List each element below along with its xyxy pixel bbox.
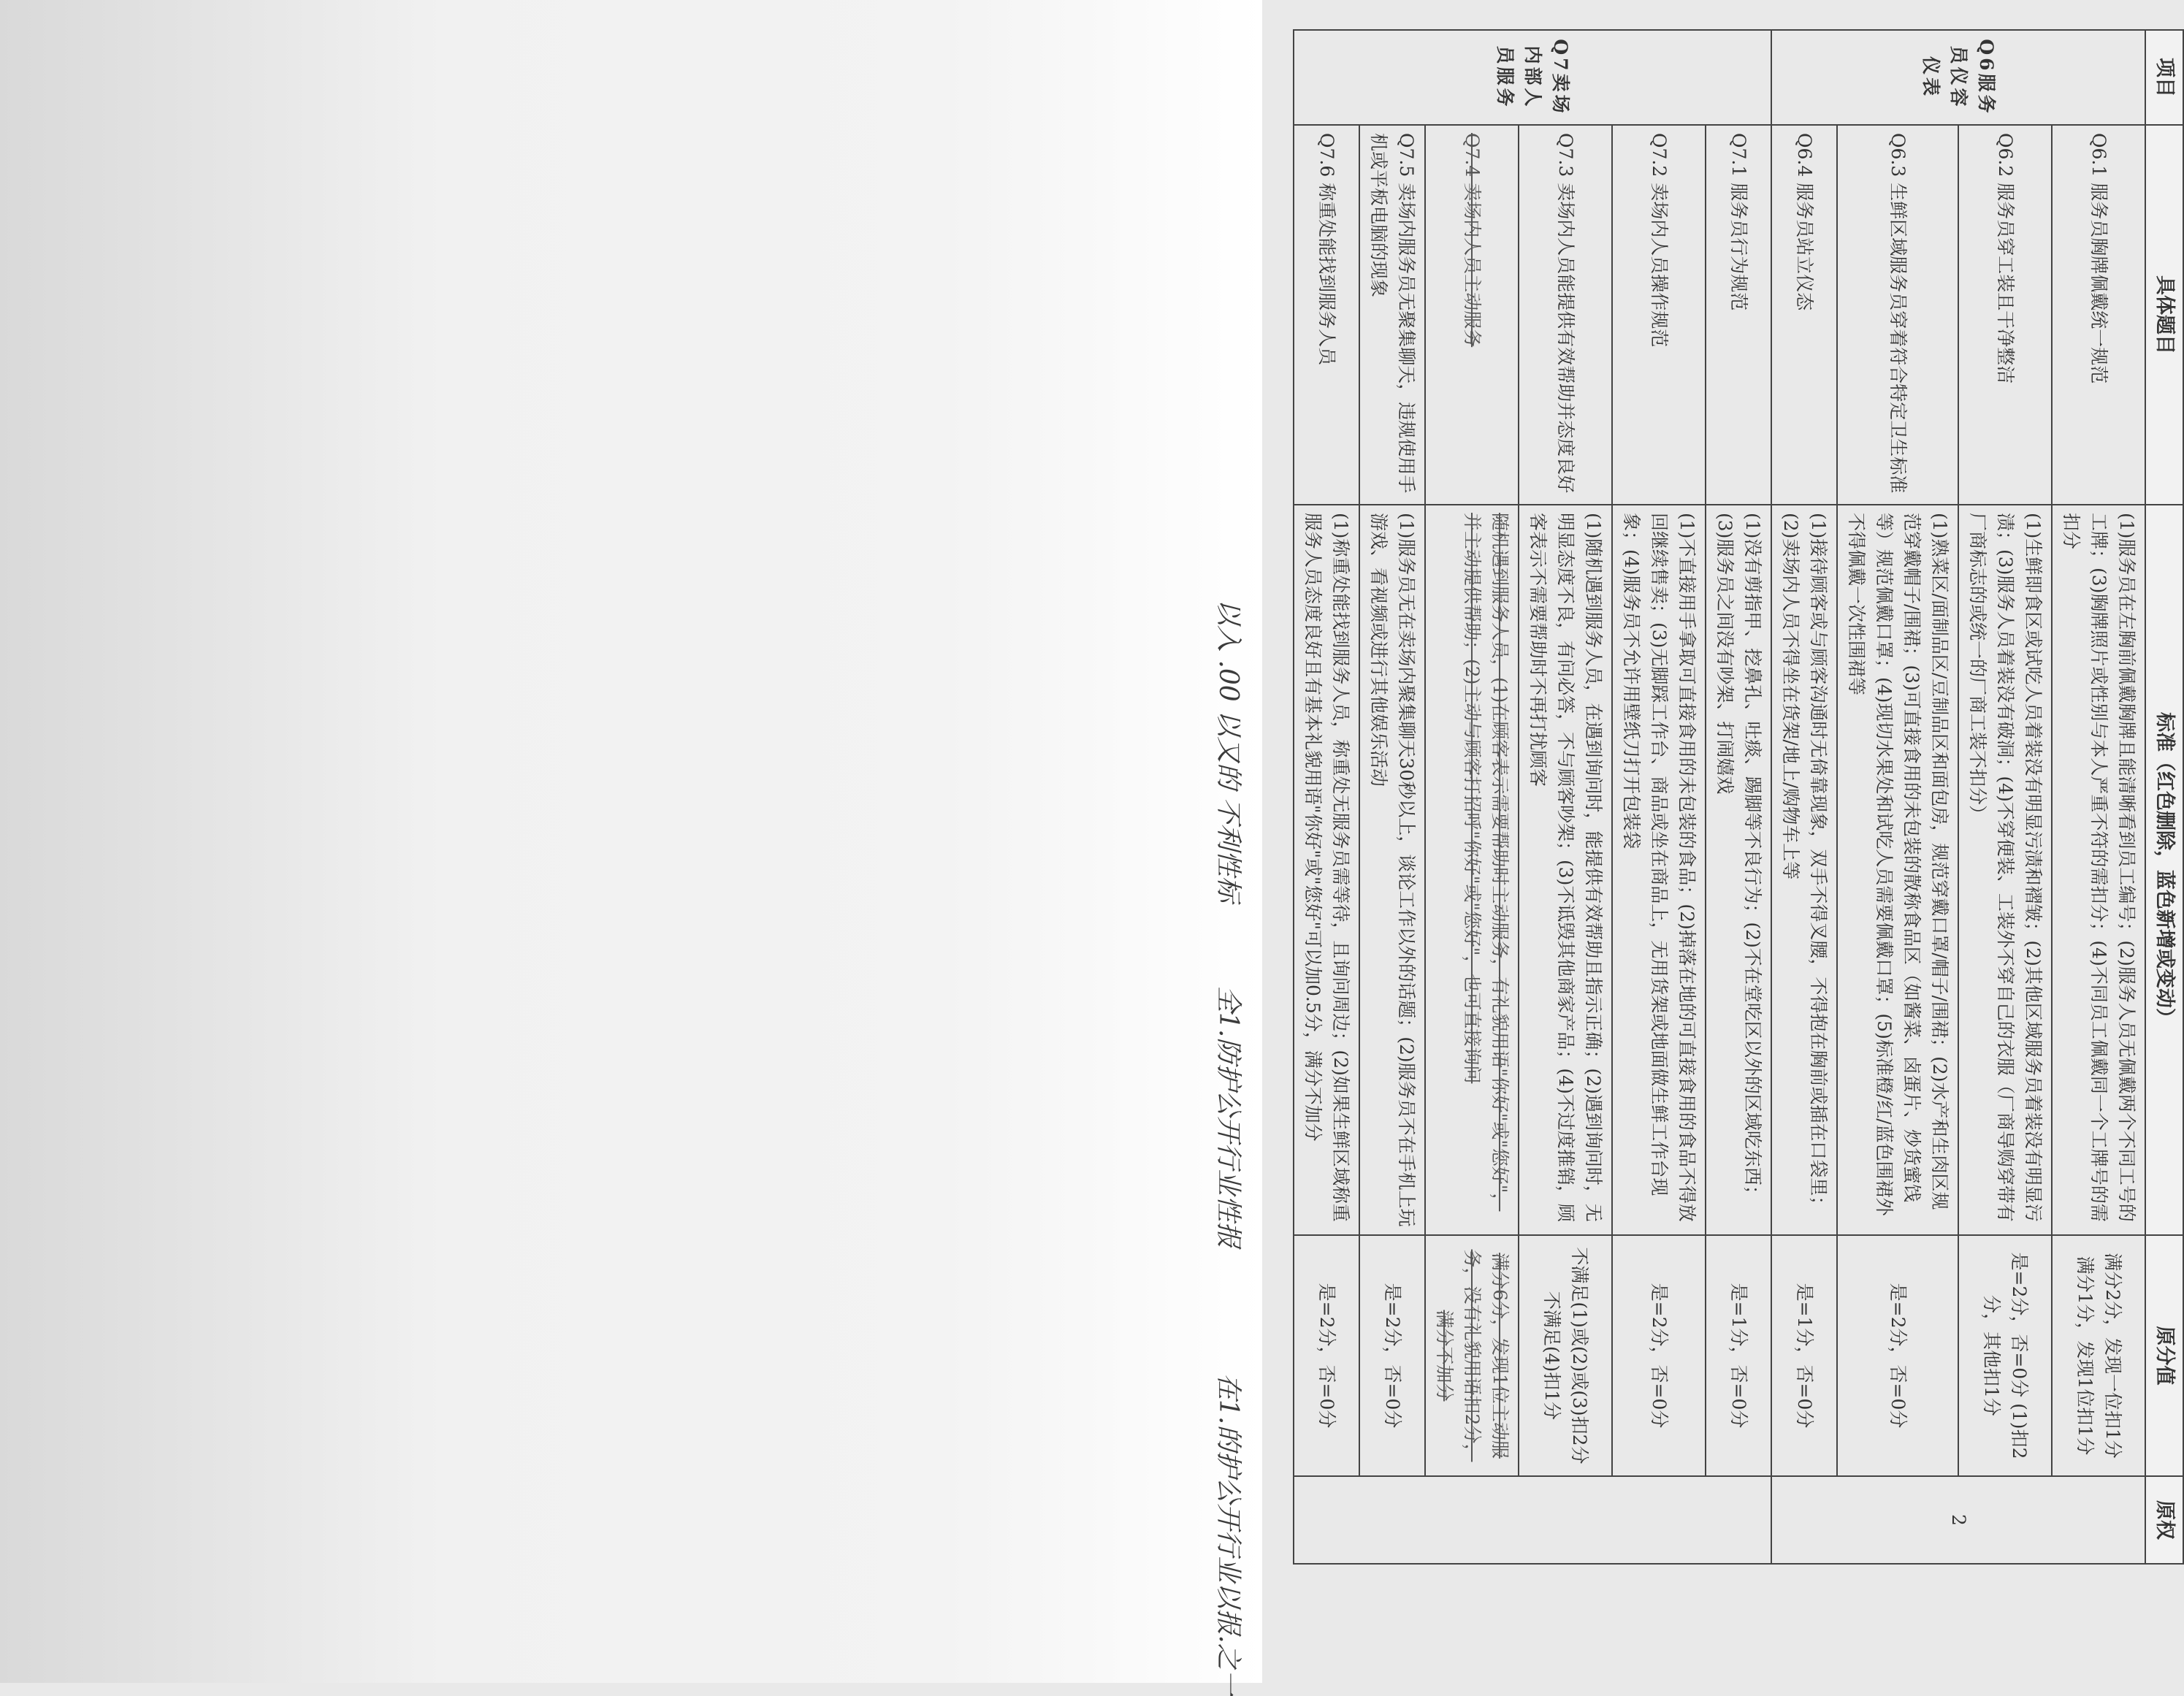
weight-cell: 2: [1771, 1476, 2145, 1564]
handwriting-line: 以入 .00 以又的 不利性标: [1213, 599, 1243, 903]
header-orig-score: 原分值: [2145, 1235, 2183, 1476]
standard-cell: (1)生鲜即食区或试吃人员着装没有明显污渍和褶皱；(2)其他区域服务员着装没有明显污渍；(3)服务人员着装没有破洞；(4)不穿便装、工装外不穿自己的衣服（厂商导购穿带有厂商标志的或统一的厂商工装不扣分）: [1958, 505, 2052, 1235]
standard-cell: (1)随机遇到服务人员，在遇到询问时，能提供有效帮助且指示正确；(2)遇到询问时，无明显态度不良，有问必答，不与顾客吵架；(3)不诋毁其他商家产品；(4)不过度推销，顾客表示不需要帮助时不再打扰顾客: [1519, 505, 1612, 1235]
weight-cell-empty: [1294, 1476, 1771, 1564]
question-cell: Q7.3 卖场内人员能提供有效帮助并态度良好: [1519, 125, 1612, 505]
score-cell: 是=2分，否=0分: [1612, 1235, 1706, 1476]
standard-cell: (1)不直接用手拿取可直接食用的未包装的食品；(2)掉落在地的可直接食用的食品不得放回继续售卖；(3)无脚踩工作台、商品或坐在商品上，无用货架或地面做生鲜工作台现象；(4)服务员不允许用壁纸刀打开包装袋: [1612, 505, 1706, 1235]
table-row: [2052, 30, 2145, 1564]
scoring-table: [1293, 29, 2184, 1565]
table-row: [1359, 30, 1425, 1564]
score-cell: 是=2分，否=0分: [1837, 1235, 1958, 1476]
question-cell: Q6.2 服务员穿工装且干净整洁: [1958, 125, 2052, 505]
table-row: [1519, 30, 1612, 1564]
question-cell: Q6.4 服务员站立仪态: [1771, 125, 1837, 505]
table-row-struck: [1425, 30, 1519, 1564]
table-row: [1706, 30, 1771, 1564]
header-question: 具体题目: [2145, 125, 2183, 505]
score-cell: 满分6分，发现1位主动服务，没有礼貌用语扣2分，满分不加分: [1425, 1235, 1519, 1476]
standard-cell: (1)接待顾客或与顾客沟通时无倚靠现象，双手不得叉腰，不得抱在胸前或插在口袋里；(2)卖场内人员不得坐在货架/地上/购物车上等: [1771, 505, 1837, 1235]
standard-cell: (1)没有剪指甲、挖鼻孔、吐痰、踢脚等不良行为；(2)不在堂吃区以外的区域吃东西；(3)服务员之间没有吵架、打闹嬉戏: [1706, 505, 1771, 1235]
table-row: [1958, 30, 2052, 1564]
handwritten-notes: [1139, 0, 1262, 1696]
score-cell: 是=2分，否=0分: [1294, 1235, 1359, 1476]
rotated-document-page: [1125, 29, 2184, 1563]
standard-cell: 随机遇到服务人员，(1)在顾客表示需要帮助时主动服务，有礼貌用语"你好"或"您好"，并主动提供帮助；(2)主动与顾客打招呼"你好"或"您好"，也可直接询问: [1425, 505, 1519, 1235]
handwriting-line: 在1.的护公开行业以报.之一: [1213, 1373, 1243, 1696]
score-cell: 是=2分，否=0分: [1359, 1235, 1425, 1476]
standard-cell: (1)熟菜区/面制品区/豆制品区和面包房，规范穿戴口罩/帽子/围裙；(2)水产和生肉区规范穿戴帽子/围裙；(3)可直接食用的未包装的散称食品区（如酱菜、卤蛋片、炒货蜜饯等）规范佩戴口罩；(4)现切水果处和试吃人员需要佩戴口罩；(5)标准橙/红/蓝色围裙外不得佩戴一次性围裙等: [1837, 505, 1958, 1235]
standard-cell: (1)称重处能找到服务人员，称重处无服务员需等待，且询问周边；(2)如果生鲜区域称重服务人员态度良好且有基本礼貌用语"你好"或"您好"可以加0.5分，满分不加分: [1294, 505, 1359, 1235]
question-cell: Q7.2 卖场内人员操作规范: [1612, 125, 1706, 505]
table-header-row: [2145, 30, 2183, 1564]
category-cell: Q7卖场内部人员服务: [1294, 30, 1771, 125]
question-cell: Q6.1 服务员胸牌佩戴统一规范: [2052, 125, 2145, 505]
header-orig-weight: 原权: [2145, 1476, 2183, 1564]
question-cell: Q7.6 称重处能找到服务人员: [1294, 125, 1359, 505]
table-row: [1771, 30, 1837, 1564]
question-cell: Q7.1 服务员行为规范: [1706, 125, 1771, 505]
table-row: [1837, 30, 1958, 1564]
header-standard: 标准（红色删除，蓝色新增或变动）: [2145, 505, 2183, 1235]
header-item: 项目: [2145, 30, 2183, 125]
table-row: [1612, 30, 1706, 1564]
standard-cell: (1)服务员无在卖场内聚集聊天30秒以上，谈论工作以外的话题；(2)服务员不在手机上玩游戏、看视频或进行其他娱乐活动: [1359, 505, 1425, 1235]
question-cell: Q7.5 卖场内服务员无聚集聊天，违规使用手机或平板电脑的现象: [1359, 125, 1425, 505]
category-cell: Q6服务员仪容仪表: [1771, 30, 2145, 125]
score-cell: 是=2分，否=0分 (1)扣2分，其他扣1分: [1958, 1235, 2052, 1476]
standard-cell: (1)服务员在左胸前佩戴胸牌且能清晰看到员工编号；(2)服务人员无佩戴两个不同工号的工牌；(3)胸牌照片或性别与本人严重不符的需扣分；(4)不同员工佩戴同一个工牌号的需扣分: [2052, 505, 2145, 1235]
handwriting-line: 全1.防护公开行业性报: [1213, 986, 1243, 1248]
score-cell: 满分2分，发现一位扣1分 满分1分，发现1位扣1分: [2052, 1235, 2145, 1476]
score-cell: 不满足(1)或(2)或(3)扣2分 不满足(4)扣1分: [1519, 1235, 1612, 1476]
table-row: [1294, 30, 1359, 1564]
question-cell: Q7.4 卖场内人员主动服务: [1425, 125, 1519, 505]
score-cell: 是=1分，否=0分: [1706, 1235, 1771, 1476]
question-cell: Q6.3 生鲜区域服务员穿着符合特定卫生标准: [1837, 125, 1958, 505]
score-cell: 是=1分，否=0分: [1771, 1235, 1837, 1476]
